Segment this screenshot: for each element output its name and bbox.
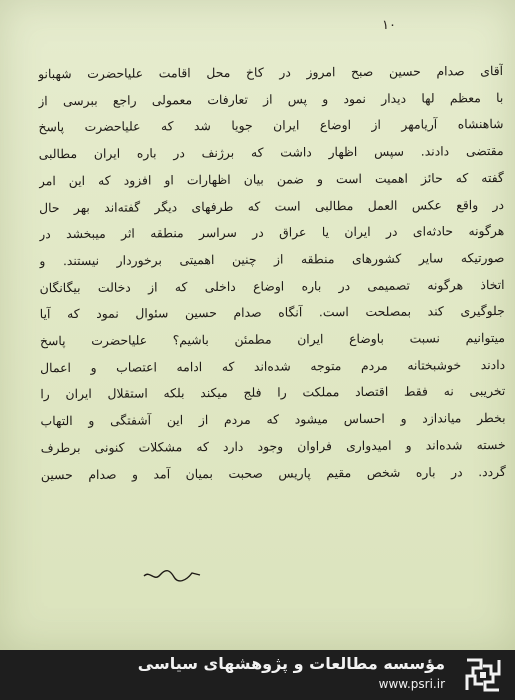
footer-bar: [0, 650, 515, 700]
text-line: میتوانیم نسبت باوضاع ایران مطمئن باشیم؟ علیاحضرت پاسخ: [39, 330, 506, 349]
text-line: آقای صدام حسین صبح امروز در کاخ محل اقامت علیاحضرت شهبانو: [38, 62, 504, 82]
text-line: تخریبی نه فقط اقتصاد مملکت را فلج میکند بلکه استقلال ایران را: [40, 383, 506, 402]
text-line: شاهنشاه آریامهر از اوضاع ایران جویا شد که علیاحضرت پاسخ: [38, 116, 504, 135]
organization-name: مؤسسه مطالعات و پژوهشهای سیاسی: [137, 654, 445, 673]
psri-logo-icon: [461, 654, 505, 696]
text-line: بخطر میاندازد و احساس میشود که مردم از این آشفتگی و التهاب: [40, 410, 506, 429]
text-line: اتخاذ هرگونه تصمیمی در باره اوضاع داخلی که از دخالت بیگانگان: [39, 276, 505, 295]
text-line: صورتیکه سایر کشورهای منطقه از چنین اهمیتی برخوردار نیستند. و: [39, 249, 505, 269]
text-line: گردد. در باره شخص مقیم پاریس صحبت بمیان آمد و صدام حسین: [40, 463, 506, 482]
page-number: ۱۰: [382, 18, 396, 33]
text-line: با معظم لها دیدار نمود و پس از تعارفات معمولی راجع ببرسی از: [38, 89, 504, 108]
website-url[interactable]: www.psri.ir: [378, 677, 445, 691]
handwritten-signature-icon: [142, 566, 202, 584]
text-line: در واقع عکس العمل مطالبی است که طرفهای دیگر گفته‌اند بهر حال: [38, 196, 505, 215]
text-line: دادند خوشبختانه مردم متوجه شده‌اند که ادامه اعتصاب و اعمال: [40, 356, 506, 375]
document-body: [38, 58, 506, 488]
text-line: جلوگیری کند بمصلحت است. آنگاه صدام حسین سئوال نمود که آیا: [39, 303, 505, 322]
text-line: هرگونه حادثه‌ای در ایران یا عراق در سراسر منطقه اثر میبخشد در: [39, 223, 505, 242]
text-line: گفته که حائز اهمیت است و ضمن بیان اظهارات او افزود که این امر: [38, 169, 504, 189]
text-line: مقتضی دادند. سپس اظهار داشت که برژنف در باره ایران مطالبی: [38, 143, 504, 162]
text-line: خسته شده‌اند و امیدواری فراوان وجود دارد که مشکلات کنونی برطرف: [40, 436, 506, 456]
